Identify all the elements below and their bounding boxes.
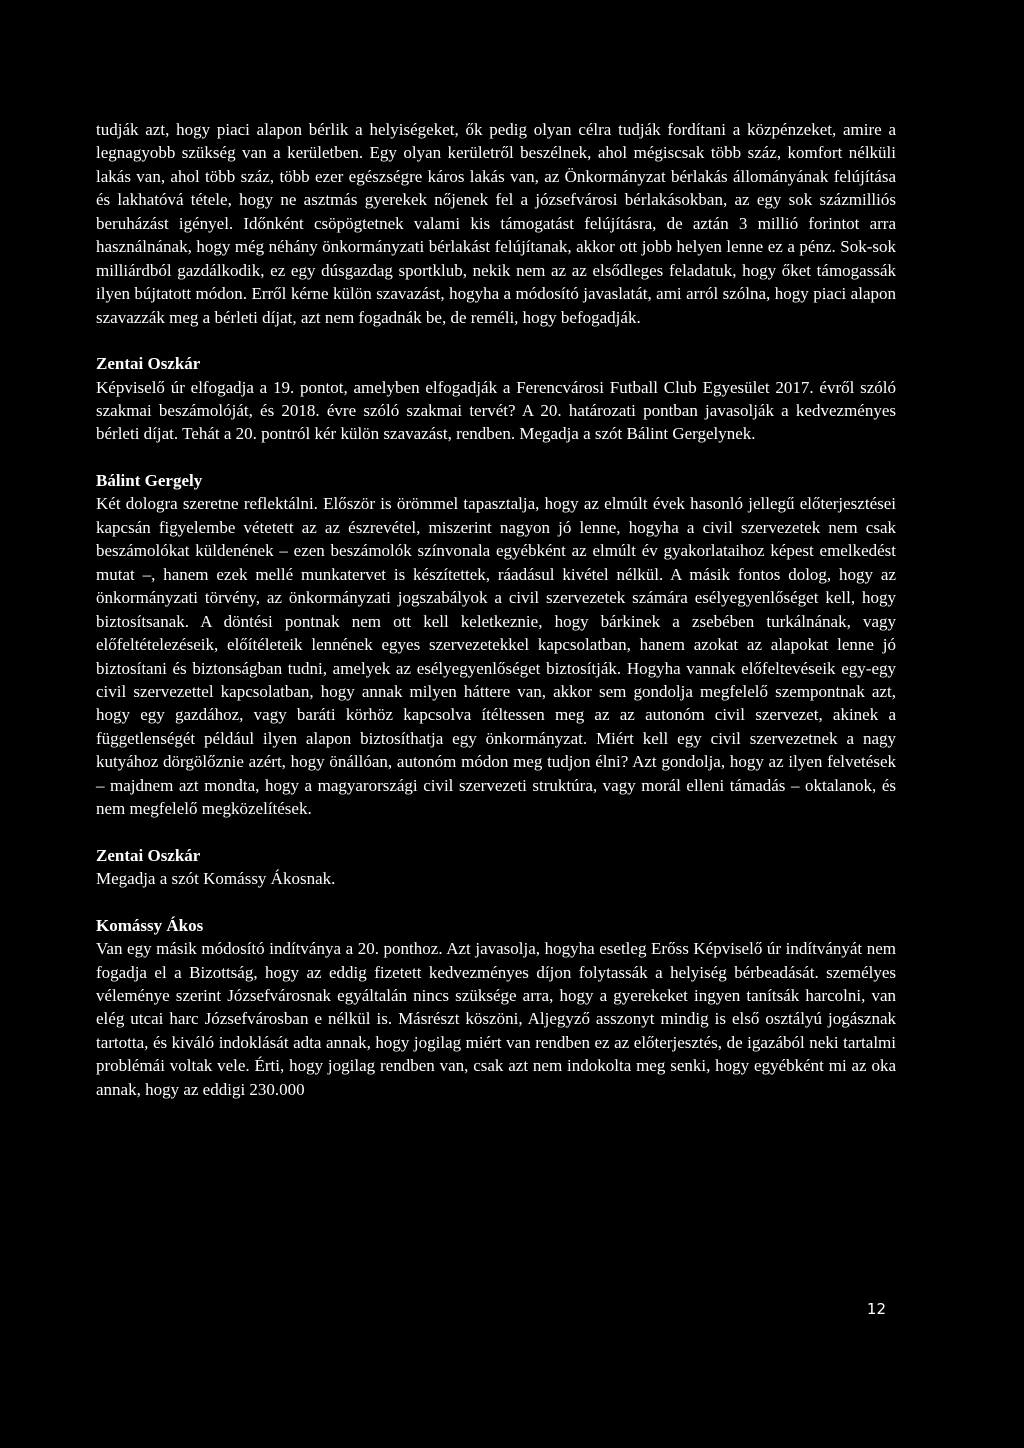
speaker-section-balint: [96, 469, 896, 821]
speech-text: Van egy másik módosító indítványa a 20. ponthoz. Azt javasolja, hogyha esetleg Erőss Képviselő úr indítványát nem fogadja el a Bizottság, hogy az eddig fizetett kedvezményes díjon folytassák a helyiség bérbeadását. személyes véleménye szerint Józsefvárosnak egyáltalán nincs szüksége arra, hogy a gyerekeket ingyen tanítsák harcolni, van elég utcai harc Józsefvárosban e nélkül is. Másrészt köszöni, Aljegyző asszonyt mindig is első osztályú jogásznak tartotta, és kiváló indoklását adta annak, hogy jogilag miért van rendben ez az előterjesztés, de igazából neki tartalmi problémái voltak vele. Érti, hogy jogilag rendben van, csak azt nem indokolta meg senki, hogy egyébként mi az oka annak, hogy az eddigi 230.000: [96, 939, 896, 1099]
speaker-section-zentai-2: [96, 844, 896, 891]
speaker-name: Komássy Ákos: [96, 915, 204, 935]
speech-text: Megadja a szót Komássy Ákosnak.: [96, 869, 336, 889]
speaker-name: Zentai Oszkár: [96, 354, 201, 374]
page-number: 12: [866, 1300, 886, 1318]
speaker-name: Bálint Gergely: [96, 470, 203, 490]
speaker-name: Zentai Oszkár: [96, 845, 201, 865]
document-page: [96, 118, 896, 1101]
speaker-section-komassy: [96, 914, 896, 1102]
speaker-section-zentai-1: [96, 352, 896, 446]
intro-paragraph: tudják azt, hogy piaci alapon bérlik a helyiségeket, ők pedig olyan célra tudják fordítani a közpénzeket, amire a legnagyobb szükség van a kerületben. Egy olyan kerületről beszélnek, ahol mégiscsak több száz, komfort nélküli lakás van, ahol több száz, több ezer egészségre káros lakás van, az Önkormányzat bérlakás állományának felújítása és lakhatóvá tétele, hogy ne asztmás gyerekek nőjenek fel a józsefvárosi bérlakásokban, az egy sok százmilliós beruházást igényel. Időnként csöpögtetnek valami kis támogatást felújításra, de aztán 3 millió forintot arra használnának, hogy még néhány önkormányzati bérlakást felújítanak, akkor ott jobb helyen lenne ez a pénz. Sok-sok milliárdból gazdálkodik, ez egy dúsgazdag sportklub, nekik nem az az elsődleges feladatuk, hogy őket támogassák ilyen bújtatott módon. Erről kérne külön szavazást, hogyha a módosító javaslatát, ami arról szólna, hogy piaci alapon szavazzák meg a bérleti díjat, azt nem fogadnák be, de reméli, hogy befogadják.: [96, 120, 896, 327]
speech-text: Két dologra szeretne reflektálni. Először is örömmel tapasztalja, hogy az elmúlt évek hasonló jellegű előterjesztései kapcsán figyelembe vétetett az az észrevétel, miszerint nagyon jó lenne, hogyha a civil szervezetek nem csak beszámolókat küldenének – ezen beszámolók színvonala egyébként az elmúlt év gyakorlataihoz képest emelkedést mutat –, hanem ezek mellé munkatervet is készítettek, ráadásul kivétel nélkül. A másik fontos dolog, hogy az önkormányzati törvény, az önkormányzati jogszabályok a civil szervezetek számára esélyegyenlőséget kell, hogy biztosítsanak. A döntési pontnak nem ott kell keletkeznie, hogy bárkinek a zsebében turkálnának, vagy előfeltételezéseik, előítéleteik lennének egyes szervezetekkel kapcsolatban, hanem azokat az alapokat lenne jó biztosítani és biztonságban tudni, amelyek az esélyegyenlőséget biztosítják. Hogyha vannak előfeltevéseik egy-egy civil szervezettel kapcsolatban, hogy annak milyen háttere van, akkor sem gondolja megfelelő szempontnak azt, hogy egy gazdához, vagy baráti körhöz kapcsolva ítéltessen meg az az autonóm civil szervezet, akinek a függetlenségét például ilyen alapon biztosíthatja egy önkormányzat. Miért kell egy civil szervezetnek a nagy kutyához dörgölőznie azért, hogy önállóan, autonóm módon meg tudjon élni? Azt gondolja, hogy az ilyen felvetések – majdnem azt mondta, hogy a magyarországi civil szervezeti struktúra, vagy morál elleni támadás – oktalanok, és nem megfelelő megközelítések.: [96, 494, 896, 819]
speech-text: Képviselő úr elfogadja a 19. pontot, amelyben elfogadják a Ferencvárosi Futball Club Egyesület 2017. évről szóló szakmai beszámolóját, és 2018. évre szóló szakmai tervét? A 20. határozati pontban javasolják a kedvezményes bérleti díjat. Tehát a 20. pontról kér külön szavazást, rendben. Megadja a szót Bálint Gergelynek.: [96, 377, 896, 444]
